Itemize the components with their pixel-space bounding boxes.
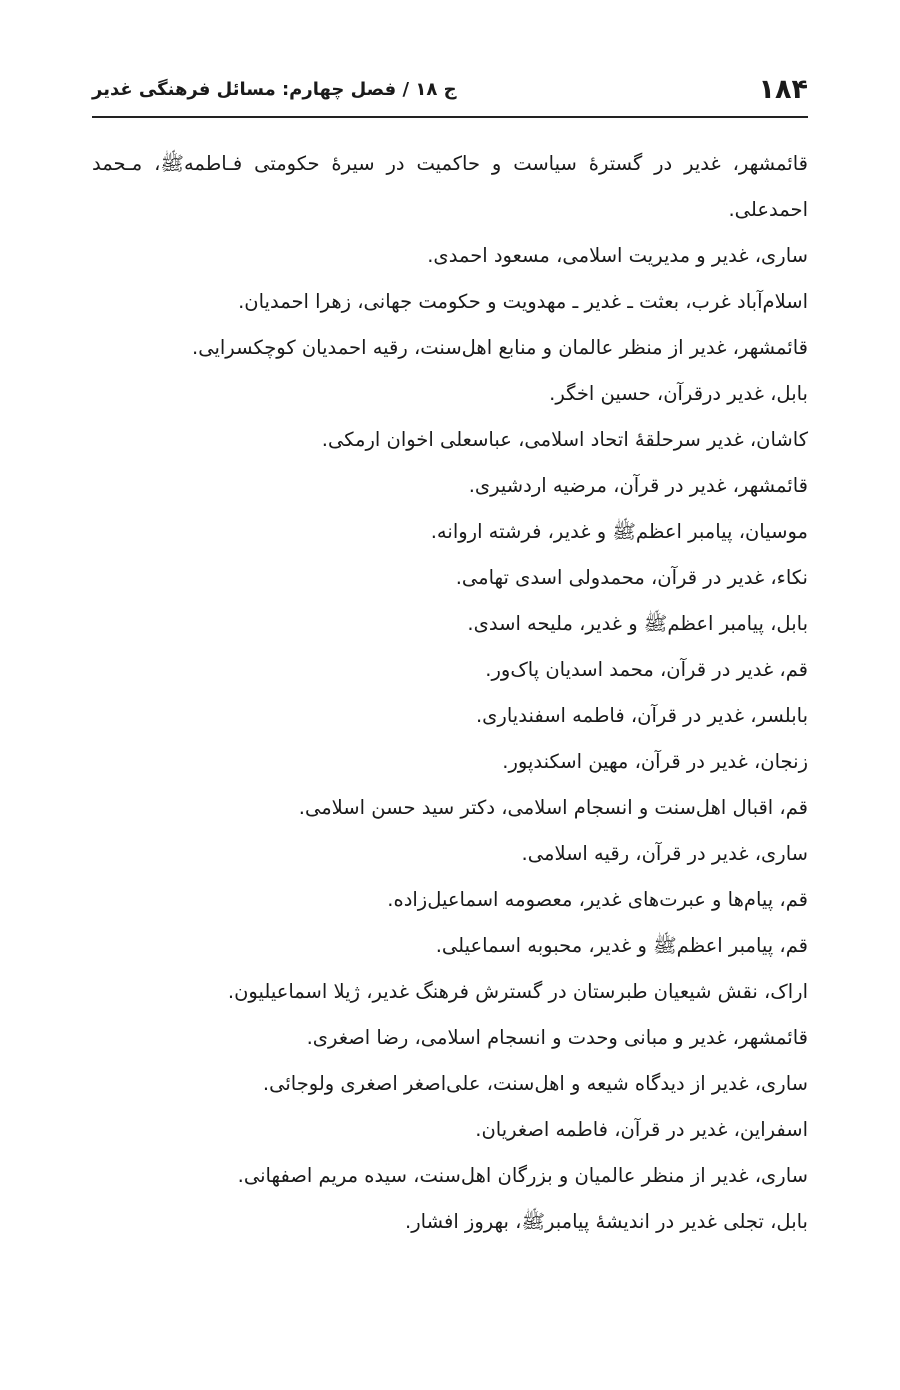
list-entry: نکاء، غدیر در قرآن، محمدولی اسدی تهامی. [455,566,808,589]
list-entry: کاشان، غدیر سرحلقۀ اتحاد اسلامی، عباسعلی اخوان ارمکی. [321,428,808,451]
page-number: ۱۸۴ [758,73,808,105]
list-entry: قائمشهر، غدیر در قرآن، مرضیه اردشیری. [468,474,808,497]
list-entry: ساری، غدیر در قرآن، رقیه اسلامی. [521,842,808,865]
list-entry: بابل، غدیر درقرآن، حسین اخگر. [549,382,808,405]
list-entry: قم، غدیر در قرآن، محمد اسدیان پاک‌ور. [485,658,808,681]
list-entry: اسلام‌آباد غرب، بعثت ـ غدیر ـ مهدویت و حکومت جهانی، زهرا احمدیان. [238,290,808,313]
list-entry: قم، پیام‌ها و عبرت‌های غدیر، معصومه اسماعیل‌زاده. [387,888,808,911]
list-entry: بابل، تجلی غدیر در اندیشۀ پیامبرﷺ، بهروز افشار. [405,1210,808,1233]
list-entry: قم، پیامبر اعظمﷺ و غدیر، محبوبه اسماعیلی. [435,934,808,957]
running-header-title: ج ۱۸ / فصل چهارم: مسائل فرهنگی غدیر [92,78,457,100]
list-entry: زنجان، غدیر در قرآن، مهین اسکندپور. [502,750,808,773]
list-entry: قائمشهر، غدیر در گسترۀ سیاست و حاکمیت در سیرۀ حکومتی فـاطمهﷺ، مـحمد احمدعلی. [92,152,808,221]
list-entry: اراک، نقش شیعیان طبرستان در گسترش فرهنگ غدیر، ژیلا اسماعیلیون. [227,980,808,1003]
header-divider [92,116,808,118]
running-header [92,62,808,116]
list-entry: قائمشهر، غدیر و مبانی وحدت و انسجام اسلامی، رضا اصغری. [306,1026,808,1049]
list-entry: قائمشهر، غدیر از منظر عالمان و منابع اهل‌سنت، رقیه احمدیان کوچکسرایی. [192,336,808,359]
list-entry: اسفراین، غدیر در قرآن، فاطمه اصغریان. [475,1118,808,1141]
list-entry: موسیان، پیامبر اعظمﷺ و غدیر، فرشته اروانه. [430,520,808,543]
list-entry: ساری، غدیر و مدیریت اسلامی، مسعود احمدی. [427,244,808,267]
list-entry: بابل، پیامبر اعظمﷺ و غدیر، ملیحه اسدی. [467,612,808,635]
entry-list [92,141,808,1245]
list-entry: ساری، غدیر از دیدگاه شیعه و اهل‌سنت، علی‌اصغر اصغری ولوجائی. [262,1072,808,1095]
list-entry: قم، اقبال اهل‌سنت و انسجام اسلامی، دکتر سید حسن اسلامی. [298,796,808,819]
list-entry: ساری، غدیر از منظر عالمیان و بزرگان اهل‌سنت، سیده مریم اصفهانی. [237,1164,808,1187]
list-entry: بابلسر، غدیر در قرآن، فاطمه اسفندیاری. [475,704,808,727]
